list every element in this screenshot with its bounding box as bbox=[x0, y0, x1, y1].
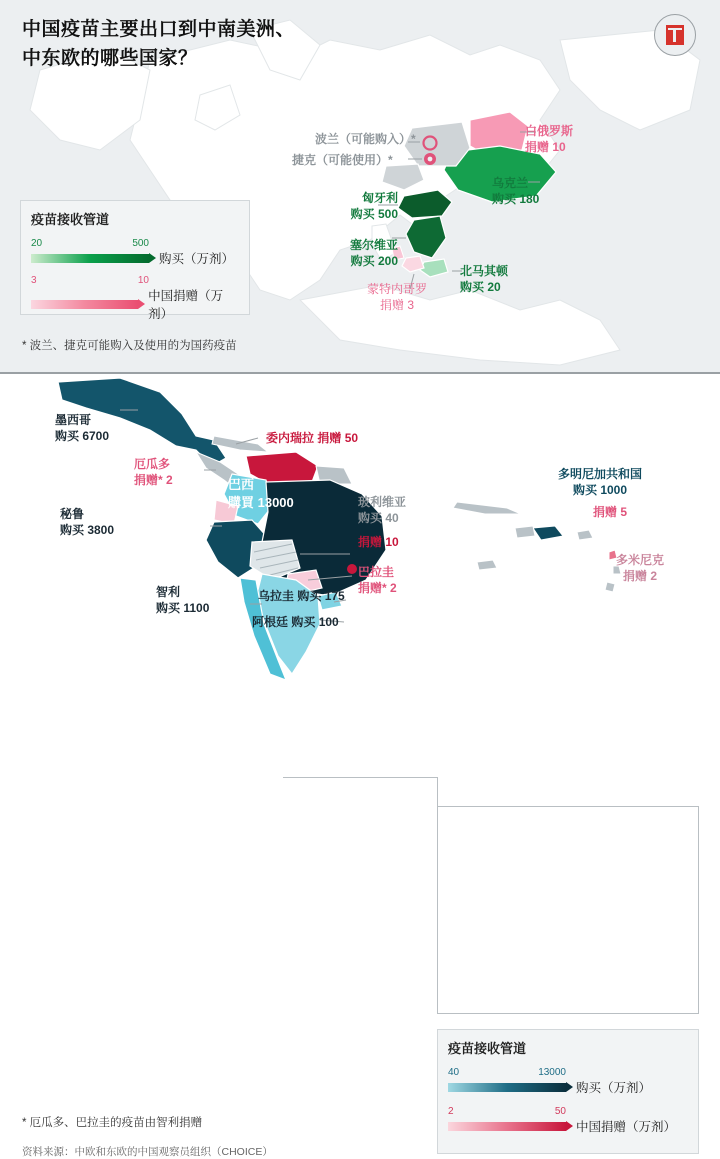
legend-donate-label-americas: 中国捐赠（万剂） bbox=[576, 1120, 677, 1134]
label-uruguay: 乌拉圭 购买 175 bbox=[258, 589, 345, 603]
label-dominican-republic-donation: 捐赠 5 bbox=[592, 505, 627, 519]
label-dominica: 多米尼克 捐赠 2 bbox=[615, 553, 664, 584]
legend-donate-scale-numbers-americas bbox=[448, 1106, 566, 1117]
legend-purchase-min: 20 bbox=[31, 238, 43, 249]
caribbean-inset bbox=[437, 806, 699, 1014]
legend-donate-max: 10 bbox=[137, 275, 149, 286]
legend-donate-gradient-americas bbox=[448, 1122, 566, 1131]
label-ecuador: 厄瓜多 捐赠* 2 bbox=[134, 457, 173, 488]
legend-donate-min-americas: 2 bbox=[448, 1106, 454, 1117]
legend-title: 疫苗接收管道 bbox=[31, 212, 110, 227]
europe-map-panel bbox=[0, 0, 720, 372]
label-dominican-republic: 多明尼加共和国 购买 1000 bbox=[557, 467, 642, 498]
legend-purchase-max-americas: 13000 bbox=[538, 1067, 566, 1078]
label-poland: 波兰（可能购入）* bbox=[315, 132, 416, 146]
label-bolivia-donation: 捐赠 10 bbox=[358, 535, 399, 549]
legend-americas bbox=[437, 1029, 699, 1154]
americas-map-panel bbox=[0, 374, 720, 1158]
footnote-europe: * 波兰、捷克可能购入及使用的为国药疫苗 bbox=[22, 340, 237, 352]
label-mexico: 墨西哥 购买 6700 bbox=[55, 413, 110, 444]
inset-connector-line bbox=[283, 777, 438, 807]
label-peru: 秘鲁 购买 3800 bbox=[60, 507, 115, 538]
legend-purchase-max: 500 bbox=[132, 238, 149, 249]
legend-purchase-label-americas: 购买（万剂） bbox=[576, 1081, 652, 1095]
label-venezuela: 委内瑞拉 捐赠 50 bbox=[266, 431, 359, 445]
legend-purchase-gradient-americas bbox=[448, 1083, 566, 1092]
legend-donate-max-americas: 50 bbox=[554, 1106, 566, 1117]
label-ukraine: 乌克兰 购买 180 bbox=[492, 176, 540, 207]
legend-title-americas: 疫苗接收管道 bbox=[448, 1041, 527, 1056]
legend-purchase-scale-numbers bbox=[31, 238, 149, 249]
label-north-macedonia: 北马其顿 购买 20 bbox=[460, 264, 509, 295]
label-hungary: 匈牙利 购买 500 bbox=[350, 191, 398, 222]
label-argentina: 阿根廷 购买 100 bbox=[252, 615, 339, 629]
legend-purchase-scale-numbers-americas bbox=[448, 1067, 566, 1078]
legend-donate-scale-numbers bbox=[31, 275, 149, 286]
legend-purchase-label: 购买（万剂） bbox=[159, 252, 235, 266]
title-line-1: 中国疫苗主要出口到中南美洲、 bbox=[22, 19, 296, 40]
bolivia-donation-dot-icon bbox=[347, 564, 357, 574]
legend-donate-gradient bbox=[31, 300, 138, 309]
label-paraguay: 巴拉圭 捐赠* 2 bbox=[358, 565, 397, 596]
czech-marker-icon bbox=[424, 153, 436, 165]
page-title bbox=[22, 16, 462, 73]
source-note: 资料来源：中欧和东欧的中国观察员组织（CHOICE） bbox=[22, 1146, 273, 1158]
footnote-americas: * 厄瓜多、巴拉圭的疫苗由智利捐赠 bbox=[22, 1117, 203, 1129]
logo-mark bbox=[666, 25, 684, 45]
label-czech: 捷克（可能使用）* bbox=[292, 153, 393, 167]
legend-purchase-gradient bbox=[31, 254, 149, 263]
label-chile: 智利 购买 1100 bbox=[156, 585, 210, 616]
label-belarus: 白俄罗斯 捐赠 10 bbox=[525, 124, 574, 155]
legend-donate-label: 中国捐赠（万剂） bbox=[148, 289, 224, 321]
legend-purchase-min-americas: 40 bbox=[448, 1067, 460, 1078]
title-line-2: 中东欧的哪些国家？ bbox=[22, 47, 198, 69]
legend-europe bbox=[20, 200, 250, 321]
label-serbia: 塞尔维亚 购买 200 bbox=[349, 238, 398, 269]
label-montenegro: 蒙特内哥罗 捐赠 3 bbox=[366, 282, 427, 313]
legend-donate-min: 3 bbox=[31, 275, 37, 286]
label-bolivia: 玻利维亚 购买 40 bbox=[358, 495, 407, 526]
label-brazil: 巴西 購買 13000 bbox=[228, 477, 294, 510]
brand-logo bbox=[654, 14, 696, 56]
